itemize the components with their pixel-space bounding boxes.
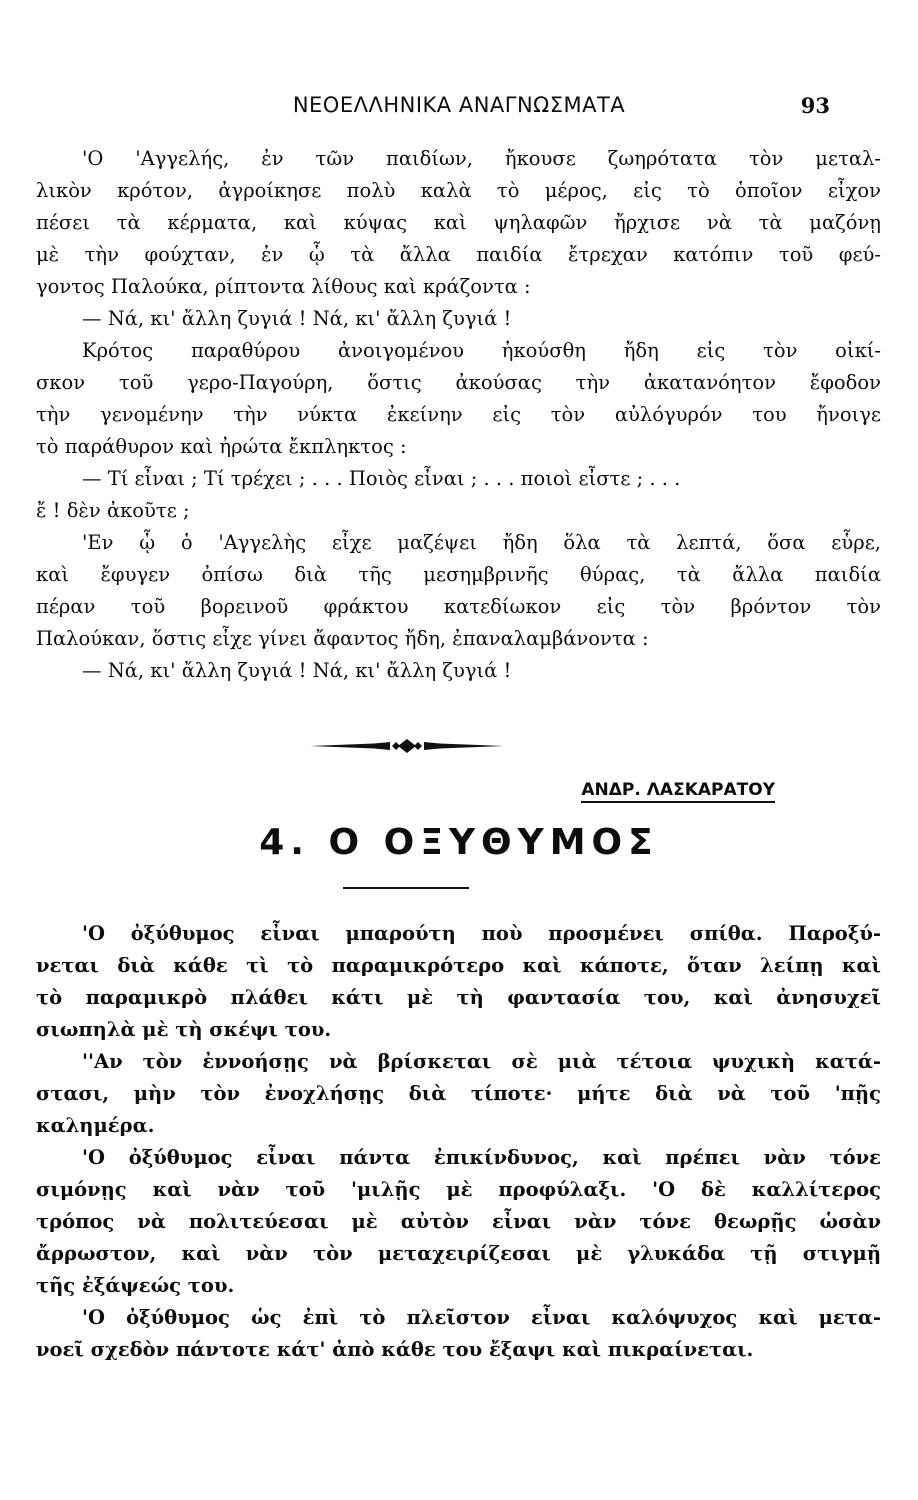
text-line: καλημέρα.	[36, 1114, 155, 1137]
text-line: — Νά, κι' ἄλλη ζυγιά ! Νά, κι' ἄλλη ζυγιά !	[82, 307, 512, 330]
page-number: 93	[800, 93, 830, 118]
text-line: Κρότος παραθύρου ἀνοιγομένου ἠκούσθη ἤδη εἰς τὸν οἰκί-	[82, 339, 881, 362]
text-line: ἔ ! δὲν ἀκοῦτε ;	[36, 499, 190, 522]
running-title: ΝΕΟΕΛΛΗΝΙΚΑ ΑΝΑΓΝΩΣΜΑΤΑ	[292, 93, 626, 117]
text-line: στασι, μὴν τὸν ἐνοχλήσῃς διὰ τίποτε· μήτε διὰ νὰ τοῦ 'πῇς	[36, 1082, 881, 1105]
text-line: ''Αν τὸν ἐννοήσῃς νὰ βρίσκεται σὲ μιὰ τέτοια ψυχικὴ κατά-	[82, 1050, 881, 1073]
text-line: γοντος Παλούκα, ρίπτοντα λίθους καὶ κράζοντα :	[36, 275, 531, 298]
text-line: νοεῖ σχεδὸν πάντοτε κάτ' ἀπὸ κάθε του ἔξαψι καὶ πικραίνεται.	[36, 1338, 754, 1361]
text-line: τῆς ἐξάψεώς του.	[36, 1274, 235, 1297]
text-line: σιμόνῃς καὶ νὰν τοῦ 'μιλῇς μὲ προφύλαξι. 'Ο δὲ καλλίτερος	[36, 1178, 881, 1201]
text-line: — Τί εἶναι ; Τί τρέχει ; . . . Ποιὸς εἶναι ; . . . ποιοὶ εἶστε ; . . .	[82, 467, 681, 490]
ornament-divider	[308, 736, 506, 756]
text-line: πέσει τὰ κέρματα, καὶ κύψας καὶ ψηλαφῶν ἤρχισε νὰ τὰ μαζόνῃ	[36, 211, 881, 234]
text-line: σκον τοῦ γερο-Παγούρη, ὅστις ἀκούσας τὴν ἀκατανόητον ἔφοδον	[36, 371, 881, 394]
text-line: Παλούκαν, ὅστις εἶχε γίνει ἄφαντος ἤδη, ἐπαναλαμβάνοντα :	[36, 627, 649, 650]
text-line: μὲ τὴν φούχταν, ἐν ᾧ τὰ ἄλλα παιδία ἔτρεχαν κατόπιν τοῦ φεύ-	[36, 243, 881, 266]
text-line: — Νά, κι' ἄλλη ζυγιά ! Νά, κι' ἄλλη ζυγιά !	[82, 659, 512, 682]
text-line: 'Εν ᾧ ὁ 'Αγγελὴς εἶχε μαζέψει ἤδη ὅλα τὰ λεπτά, ὅσα εὗρε,	[82, 531, 881, 554]
text-line: λικὸν κρότον, ἀγροίκησε πολὺ καλὰ τὸ μέρος, εἰς τὸ ὁποῖον εἶχον	[36, 179, 881, 202]
passage-two	[36, 918, 881, 1366]
text-line: νεται διὰ κάθε τὶ τὸ παραμικρότερο καὶ κάποτε, ὅταν λείπῃ καὶ	[36, 954, 881, 977]
text-line: τὸ παράθυρον καὶ ἠρώτα ἔκπληκτος :	[36, 435, 407, 458]
text-line: τὸ παραμικρὸ πλάθει κάτι μὲ τὴ φαντασία του, καὶ ἀνησυχεῖ	[36, 986, 881, 1009]
text-line: τὴν γενομένην τὴν νύκτα ἐκείνην εἰς τὸν αὐλόγυρόν του ἤνοιγε	[36, 403, 881, 426]
text-line: 'Ο ὀξύθυμος ὡς ἐπὶ τὸ πλεῖστον εἶναι καλόψυχος καὶ μετα-	[82, 1306, 881, 1329]
text-line: τρόπος νὰ πολιτεύεσαι μὲ αὐτὸν εἶναι νὰν τόνε θεωρῇς ὡσὰν	[36, 1210, 881, 1233]
author-signature: ΑΝΔΡ. ΛΑΣΚΑΡΑΤΟΥ	[581, 780, 775, 803]
text-line: 'Ο 'Αγγελής, ἐν τῶν παιδίων, ἤκουσε ζωηρότατα τὸν μεταλ-	[82, 147, 881, 170]
section-title: 4. Ο ΟΞΥΘΥΜΟΣ	[259, 822, 659, 863]
text-line: ἄρρωστον, καὶ νὰν τὸν μεταχειρίζεσαι μὲ γλυκάδα τῇ στιγμῇ	[36, 1242, 881, 1265]
text-line: καὶ ἔφυγεν ὀπίσω διὰ τῆς μεσημβρινῆς θύρας, τὰ ἄλλα παιδία	[36, 563, 881, 586]
title-underline	[343, 887, 469, 889]
text-line: 'Ο ὀξύθυμος εἶναι πάντα ἐπικίνδυνος, καὶ πρέπει νὰν τόνε	[82, 1146, 881, 1169]
text-line: σιωπηλὰ μὲ τὴ σκέψι του.	[36, 1018, 332, 1041]
page-header	[36, 93, 882, 123]
passage-one	[36, 143, 881, 687]
text-line: πέραν τοῦ βορεινοῦ φράκτου κατεδίωκον εἰς τὸν βρόντον τὸν	[36, 595, 881, 618]
text-line: 'Ο ὀξύθυμος εἶναι μπαρούτη ποὺ προσμένει σπίθα. Παροξύ-	[82, 922, 881, 945]
